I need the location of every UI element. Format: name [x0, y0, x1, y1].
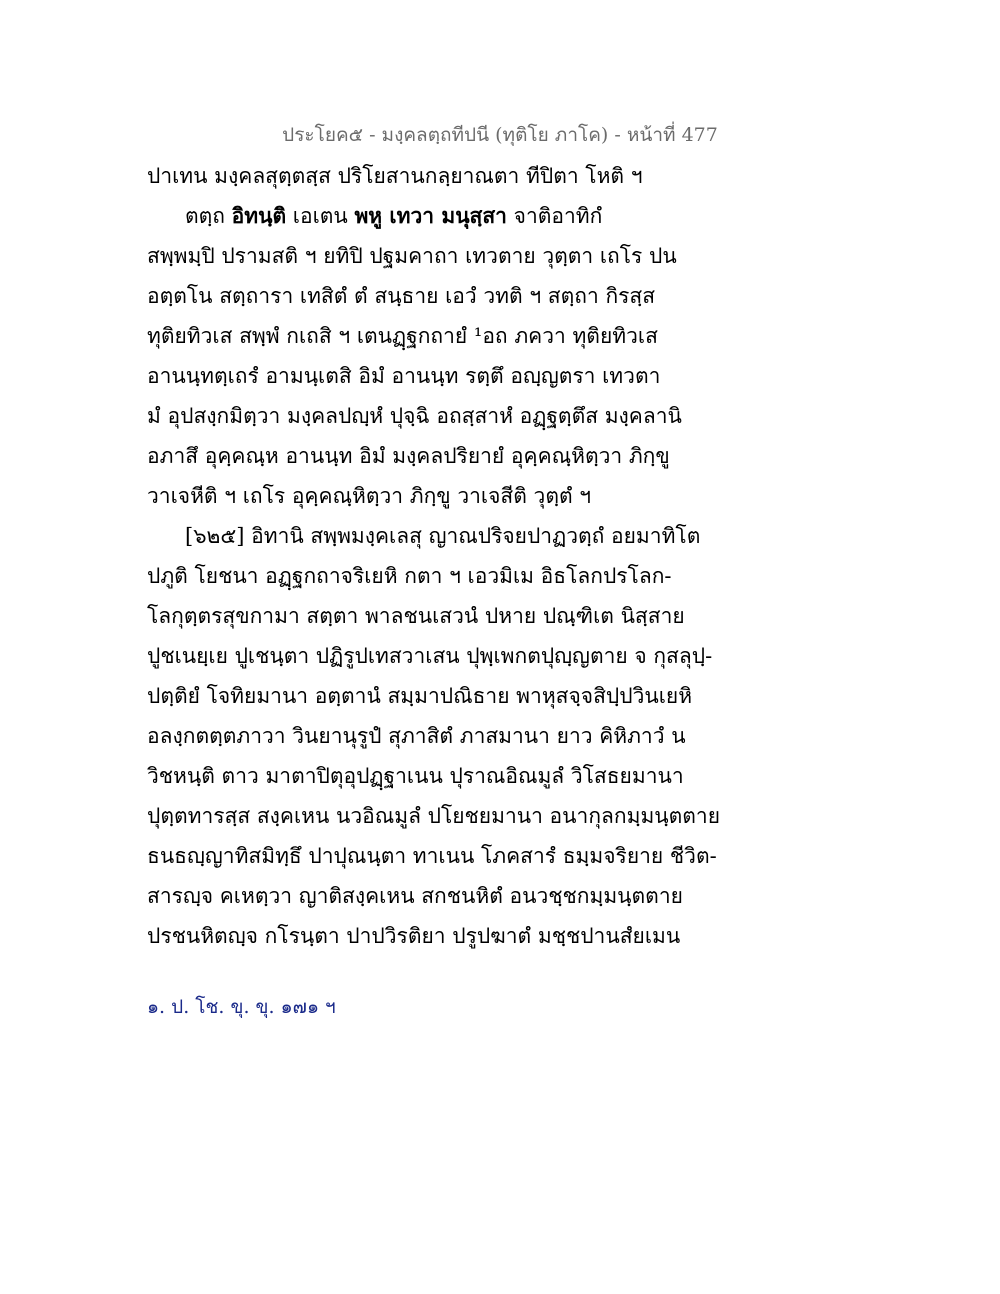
page-header-text: ประโยค๕ - มงฺคลตฺถทีปนี (ทุติโย ภาโค) - หน้าที่ 477	[282, 124, 718, 146]
text-span: ตตฺถ	[185, 204, 232, 228]
footnote: ๑. ป. โช. ขุ. ขุ. ๑๗๑ ฯ	[147, 996, 336, 1018]
text-line: ปภูติ โยชนา อฏฺฐกถาจริเยหิ กตา ฯ เอวมิเม อิธโลกปรโลก-	[147, 564, 672, 588]
text-line: วาเจหีติ ฯ เถโร อุคฺคณฺหิตฺวา ภิกฺขู วาเจสีติ วุตฺตํ ฯ	[147, 484, 592, 508]
text-line: ปุตฺตทารสฺส สงฺคเหน นวอิณมูลํ ปโยชยมานา อนากุลกมฺมนฺตตาย	[147, 804, 721, 828]
text-line: อภาสึ อุคฺคณฺห อานนฺท อิมํ มงฺคลปริยายํ อุคฺคณฺหิตฺวา ภิกฺขู	[147, 444, 670, 468]
text-line: ปรชนหิตญฺจ กโรนฺตา ปาปวิรติยา ปรูปฆาตํ มชฺชปานสํยเมน	[147, 924, 681, 948]
text-line: ปาเทน มงฺคลสุตฺตสฺส ปริโยสานกลฺยาณตา ทีปิตา โหติ ฯ	[147, 164, 643, 188]
text-line	[147, 196, 867, 236]
bold-term: พหู เทวา มนุสฺสา	[354, 203, 507, 228]
text-span: เอเตน	[286, 204, 355, 228]
text-line: โลกุตฺตรสุขกามา สตฺตา พาลชนเสวนํ ปหาย ปณฺฑิเต นิสฺสาย	[147, 604, 685, 628]
text-line: [๖๒๕] อิทานิ สพฺพมงฺคเลสุ ญาณปริจยปาฏวตฺถํ อยมาทิโต	[185, 524, 701, 548]
text-line: มํ อุปสงฺกมิตฺวา มงฺคลปญฺหํ ปุจฺฉิ อถสฺสาหํ อฏฺฐตฺตึส มงฺคลานิ	[147, 404, 682, 428]
text-line: สพฺพมฺปิ ปรามสติ ฯ ยทิปิ ปฐมคาถา เทวตาย วุตฺตา เถโร ปน	[147, 244, 677, 268]
text-line: อตฺตโน สตฺถารา เทสิตํ ตํ สนฺธาย เอวํ วทติ ฯ สตฺถา กิรสฺส	[147, 284, 656, 308]
text-line: ธนธญฺญาทิสมิทฺธึ ปาปุณนฺตา ทาเนน โภคสารํ ธมฺมจริยาย ชีวิต-	[147, 844, 717, 868]
text-line: สารญฺจ คเหตฺวา ญาติสงฺคเหน สกชนหิตํ อนวชฺชกมฺมนฺตตาย	[147, 884, 683, 908]
body-text	[147, 156, 867, 956]
text-line: ปตฺติยํ โจทิยมานา อตฺตานํ สมฺมาปณิธาย พาหุสจฺจสิปฺปวินเยหิ	[147, 684, 693, 708]
bold-term: อิทนฺติ	[231, 203, 287, 228]
text-span: จาติอาทิกํ	[506, 204, 603, 228]
text-line: วิชหนฺติ ตาว มาตาปิตุอุปฏฺฐาเนน ปุราณอิณมูลํ วิโสธยมานา	[147, 764, 684, 788]
page-header	[0, 122, 1000, 148]
text-line: อลงฺกตตฺตภาวา วินยานุรูปํ สุภาสิตํ ภาสมานา ยาว คิหิภาวํ น	[147, 724, 686, 748]
text-line: ทุติยทิวเส สพฺพํ กเถสิ ฯ เตนฏฺฐกถายํ ¹อถ ภควา ทุติยทิวเส	[147, 324, 658, 348]
text-line: ปูชเนยฺเย ปูเชนฺตา ปฏิรูปเทสวาเสน ปุพฺเพกตปุญฺญตาย จ กุสลุปฺ-	[147, 644, 713, 668]
text-line: อานนฺทตฺเถรํ อามนฺเตสิ อิมํ อานนฺท รตฺตึ อญฺญตรา เทวตา	[147, 364, 661, 388]
